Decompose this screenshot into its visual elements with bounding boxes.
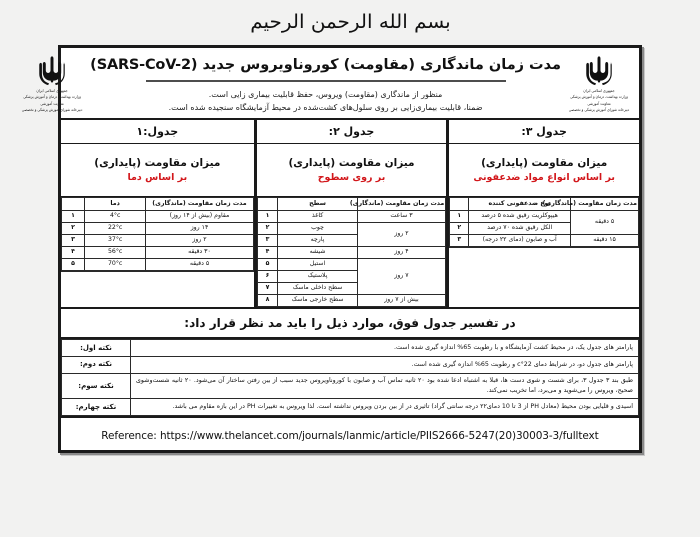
note-row	[62, 373, 639, 399]
table-3-body	[450, 210, 639, 246]
note-label: نکته چهارم:	[62, 399, 131, 416]
cell-duration: ۲ روز	[357, 222, 446, 246]
emblem-caption-left: جمهوری اسلامی ایران وزارت بهداشت، درمان و آموزش پزشکی معاونت آموزشی دبیرخانه شورای آموزش پزشکی و تخصصی	[21, 88, 83, 113]
table-row	[450, 210, 639, 222]
table-1-col-temperature: دما	[85, 198, 146, 210]
table-1-heading: جدول:۱	[61, 120, 254, 144]
note-text: پارامتر های جدول دو، در شرایط دمای 22°c و رطوبت 65% اندازه گیری شده است.	[131, 356, 639, 373]
table-row	[257, 246, 446, 258]
table-row	[257, 294, 446, 306]
cell-duration: ۵ دقیقه	[571, 210, 639, 234]
title-divider	[146, 80, 506, 82]
table-3-heading: جدول ۳:	[449, 120, 639, 144]
cell-index: ۱	[257, 210, 278, 222]
cell-index: ۳	[450, 234, 469, 246]
table-1-filler	[61, 271, 254, 307]
cell-key: پلاستیک	[278, 270, 357, 282]
cell-duration: ۱۴ روز	[146, 222, 253, 234]
cell-index: ۴	[61, 246, 84, 258]
cell-key: 37°c	[85, 234, 146, 246]
cell-duration: ۳۰ دقیقه	[146, 246, 253, 258]
cell-duration: ۳ ساعت	[357, 210, 446, 222]
table-2-heading: جدول ۲:	[257, 120, 447, 144]
page-title: مدت زمان ماندگاری (مقاومت) کوروناویروس جدید (SARS-CoV-2)	[90, 57, 561, 73]
cell-key: آب و صابون (دمای ۲۲ درجه)	[469, 234, 571, 246]
poster-frame	[21, 45, 642, 453]
cell-duration: ۵ دقیقه	[146, 258, 253, 270]
table-1-col-duration: مدت زمان مقاومت (ماندگاری)	[146, 198, 253, 210]
table-2-subtitle-line2: بر روی سطوح	[317, 172, 386, 184]
table-row	[61, 258, 253, 270]
note-text: اسیدی و قلیایی بودن محیط (معادل PH از 3 تا 10 دمای۲۲ درجه سانتی گراد) تاثیری در از بین بردن ویروس نداشته است. لذا ویروس به تغییرات PH در این بازه مقاوم می باشد.	[131, 399, 639, 416]
note-text: پارامتر های جدول یک، در محیط کشت آزمایشگاه و با رطوبت 65% اندازه گیری شده است.	[131, 340, 639, 357]
table-1-subtitle-line1: میزان مقاومت (پایداری)	[94, 157, 221, 170]
table-1-body	[61, 210, 253, 270]
table-2-col-duration: مدت زمان مقاومت (ماندگاری)	[357, 198, 446, 210]
cell-index: ۶	[257, 270, 278, 282]
cell-duration: ۴ روز	[357, 246, 446, 258]
table-3-col-duration: مدت زمان مقاومت (ماندگاری)	[571, 198, 639, 210]
poster-header	[21, 48, 639, 120]
table-3-subtitle	[449, 144, 639, 197]
note-row	[62, 356, 639, 373]
table-row	[257, 222, 446, 234]
table-2-header-row	[257, 198, 446, 210]
cell-index: ۳	[61, 234, 84, 246]
note-label: نکته سوم:	[62, 373, 131, 399]
table-2-body	[257, 210, 446, 307]
notes-body	[62, 340, 639, 416]
table-row	[257, 258, 446, 270]
cell-index: ۲	[61, 222, 84, 234]
cell-key: هیپوکلریت رقیق شده ۵ درصد	[469, 210, 571, 222]
table-1-subtitle-line2: بر اساس دما	[127, 172, 188, 184]
cell-key: سطح داخلی ماسک	[278, 282, 357, 294]
cell-key: الکل رقیق شده ۷۰ درصد	[469, 222, 571, 234]
note-text: طبق بند ۳ جدول ۳، برای شست و شوی دست ها، قبلا به اشتباه ادعا شده بود ۲۰ ثانیه تماس آب و صابون با کوروناویروس جدید سبب از بین رفتن ساختار آن می‌شود. ۲۰ ثانیه شست‌وشوی صحیح، ویروس را می‌شوید و می‌برد، اما تخریب نمی‌کند.	[131, 373, 639, 399]
table-1-subtitle	[61, 144, 254, 197]
header-title-block	[88, 51, 563, 114]
cell-key: 56°c	[85, 246, 146, 258]
emblem-block-right	[563, 51, 635, 114]
cell-key: 4°c	[85, 210, 146, 222]
cell-index: ۱	[61, 210, 84, 222]
tables-row	[61, 120, 639, 309]
note-label: نکته دوم:	[62, 356, 131, 373]
notes-title: در تفسیر جدول فوق، موارد ذیل را باید مد نظر قرار داد:	[61, 309, 639, 339]
cell-index: ۲	[450, 222, 469, 234]
table-2	[257, 197, 447, 307]
note-row	[62, 340, 639, 357]
table-row	[61, 246, 253, 258]
table-row	[61, 234, 253, 246]
cell-index: ۷	[257, 282, 278, 294]
cell-key: استیل	[278, 258, 357, 270]
cell-index: ۴	[257, 246, 278, 258]
table-row	[61, 222, 253, 234]
table-2-col-surface: سطح	[278, 198, 357, 210]
bismillah-header	[0, 0, 700, 45]
cell-duration: ۱۵ دقیقه	[571, 234, 639, 246]
cell-index: ۲	[257, 222, 278, 234]
cell-duration: بیش از ۷ روز	[357, 294, 446, 306]
cell-duration: ۷ روز	[357, 258, 446, 294]
cell-index: ۵	[61, 258, 84, 270]
cell-key: شیشه	[278, 246, 357, 258]
subtitle-line-1: منظور از ماندگاری (مقاومت) ویروس، حفظ قابلیت بیماری زایی است.	[208, 90, 443, 99]
table-3-header-row	[450, 198, 639, 210]
table-2-subtitle-line1: میزان مقاومت (پایداری)	[288, 157, 415, 170]
table-row	[61, 210, 253, 222]
bismillah-calligraphy: بسم الله الرحمن الرحیم	[249, 11, 451, 33]
table-3-filler	[449, 247, 639, 307]
table-row	[450, 234, 639, 246]
cell-key: چوب	[278, 222, 357, 234]
table-1	[61, 197, 254, 270]
cell-index: ۵	[257, 258, 278, 270]
cell-key: سطح خارجی ماسک	[278, 294, 357, 306]
cell-index: ۳	[257, 234, 278, 246]
table-2-col-index	[257, 198, 278, 210]
emblem-block-left	[16, 51, 88, 114]
table-3-col-index	[450, 198, 469, 210]
reference-bar	[61, 416, 639, 450]
cell-key: 70°c	[85, 258, 146, 270]
cell-index: ۸	[257, 294, 278, 306]
table-3-column	[446, 120, 639, 307]
note-label: نکته اول:	[62, 340, 131, 357]
table-1-column	[61, 120, 254, 307]
table-1-col-index	[61, 198, 84, 210]
table-3-col-agent: نوع ضدعفونی کننده	[469, 198, 571, 210]
cell-key: پارچه	[278, 234, 357, 246]
table-3-subtitle-line1: میزان مقاومت (پایداری)	[481, 157, 608, 170]
iran-emblem-icon	[37, 54, 67, 86]
cell-key: 22°c	[85, 222, 146, 234]
iran-emblem-icon	[584, 54, 614, 86]
note-row	[62, 399, 639, 416]
notes-table	[61, 339, 639, 416]
cell-key: کاغذ	[278, 210, 357, 222]
emblem-caption-right: جمهوری اسلامی ایران وزارت بهداشت، درمان و آموزش پزشکی معاونت آموزشی دبیرخانه شورای آموزش پزشکی و تخصصی	[568, 88, 630, 113]
subtitle-line-2: ضمنا، قابلیت بیماری‌زایی بر روی سلول‌های کشت‌شده در محیط آزمایشگاه سنجیده شده است.	[168, 103, 483, 113]
reference-link[interactable]: Reference: https://www.thelancet.com/journals/lanmic/article/PIIS2666-5247(20)30003-3/fulltext	[101, 430, 599, 443]
table-3	[449, 197, 639, 246]
cell-duration: مقاوم (بیش از ۱۴ روز)	[146, 210, 253, 222]
table-row	[257, 210, 446, 222]
cell-duration: ۲ روز	[146, 234, 253, 246]
table-1-header-row	[61, 198, 253, 210]
cell-index: ۱	[450, 210, 469, 222]
table-2-subtitle	[257, 144, 447, 197]
table-3-subtitle-line2: بر اساس انواع مواد ضدعفونی	[473, 172, 615, 184]
table-2-column	[254, 120, 447, 307]
